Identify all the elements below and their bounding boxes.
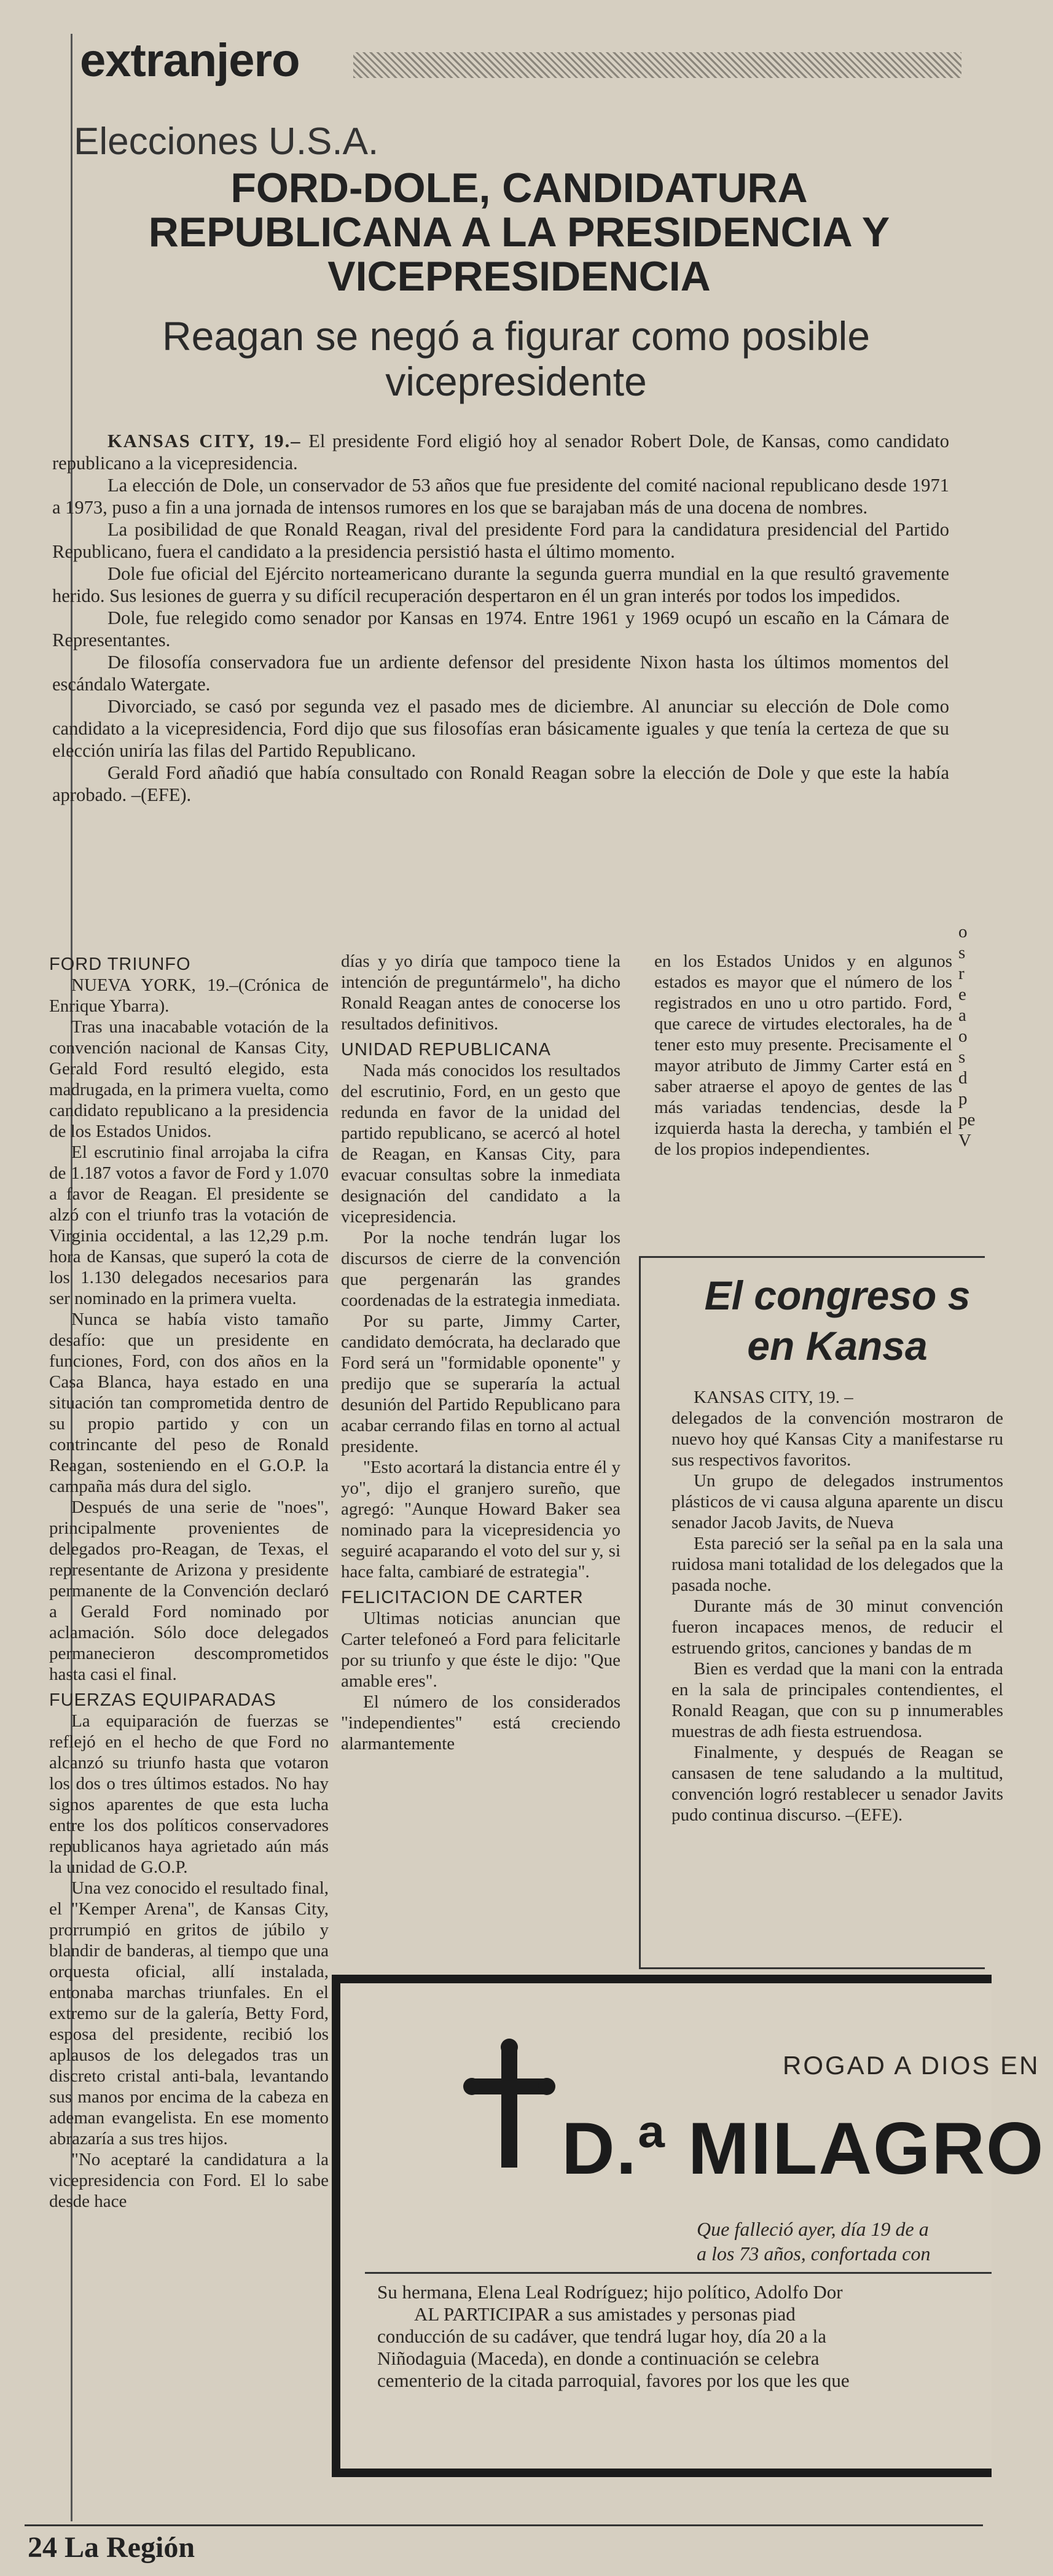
section-label: extranjero [80, 34, 300, 87]
kicker: Elecciones U.S.A. [74, 120, 379, 163]
sidebar-body [671, 1387, 1003, 1825]
paragraph: Por la noche tendrán lugar los discursos de cierre de la convención que pergenarán las grandes coordenadas de la estrategia inmediata. [341, 1228, 620, 1310]
paragraph: Un grupo de delegados instrumentos plásticos de vi causa alguna aparente un discu senador Jacob Javits, de Nueva [671, 1471, 1003, 1532]
headline: FORD-DOLE, CANDIDATURA REPUBLICANA A LA PRESIDENCIA Y VICEPRESIDENCIA [148, 165, 890, 300]
paragraph: Esta pareció ser la señal pa en la sala una ruidosa mani totalidad de los delegados que la pasada noche. [671, 1534, 1003, 1595]
lead-paragraph: KANSAS CITY, 19.– El presidente Ford eligió hoy al senador Robert Dole, de Kansas, como candidato republicano a la vicepresidencia. [52, 431, 949, 474]
footer-rule [25, 2524, 983, 2526]
lead-paragraph: La elección de Dole, un conservador de 53 años que fue presidente del comité nacional republicano desde 1971 a 1973, puso a fin a una jornada de intensos rumores en los que se barajaban más de una docena de nombres. [52, 475, 949, 518]
dateline: KANSAS CITY, 19. – [694, 1388, 853, 1407]
adjacent-column-fragment: o s r e a o s d p pe V [958, 922, 976, 1150]
cross-icon [463, 2039, 555, 2174]
lead-article [52, 430, 949, 806]
paragraph: La equiparación de fuerzas se reflejó en el hecho de que Ford no alcanzó su triunfo hasta que votaron los dos o tres últimos estados. No hay signos aparentes de que esta lucha entre los dos políticos conservadores republicanos haya agrietado aún más la unidad de G.O.P. [49, 1711, 329, 1877]
paragraph: El escrutinio final arrojaba la cifra de 1.187 votos a favor de Ford y 1.070 a favor de Reagan. El presidente se alzó con el triunfo tras la votación de Virginia occidental, a las 12,29 p.m. hora de Kansas, que superó la cota de los 1.130 delegados necesarios para ser nominado en la primera vuelta. [49, 1142, 329, 1308]
paragraph: Durante más de 30 minut convención fueron incapaces menos, de reducir el estruendo gritos, canciones y bandas de m [671, 1596, 1003, 1658]
paragraph: Nada más conocidos los resultados del escrutinio, Ford, en un gesto que redunda en favor de la unidad del partido republicano, se acercó al hotel de Reagan, en Kansas City, para evacuar consultas sobre la inmediata designación del candidato a la vicepresidencia. [341, 1061, 620, 1227]
paragraph: El número de los considerados "independientes" está creciendo alarmantemente [341, 1692, 620, 1754]
sidebar-headline: El congreso s en Kansa [704, 1273, 971, 1368]
paragraph: Tras una inacabable votación de la convención nacional de Kansas City, Gerald Ford resultó elegido, esta madrugada, en la primera vuelta, como candidato republicano a la presidencia de los Estados Unidos. [49, 1017, 329, 1141]
paragraph: Después de una serie de "noes", principalmente provenientes de delegados pro-Reagan, de Texas, el representante de Arizona y presidente permanente de la Convención declaró a Gerald Ford nominado por aclamación. Sólo doce delegados permanecieron descomprometidos hasta casi el final. [49, 1497, 329, 1684]
obituary-intro: ROGAD A DIOS EN [783, 2051, 1040, 2080]
paragraph: en los Estados Unidos y en algunos estados es mayor que el número de los registrados en uno u otro partido. Ford, que carece de virtudes electorales, ha de tener esto muy presente. Precisamente el mayor atributo de Jimmy Carter está en saber atraerse el apoyo de gentes de las más variadas tendencias, desde la izquierda hasta la derecha, y también el de los propios independientes. [654, 951, 952, 1159]
lead-paragraph: Dole, fue relegido como senador por Kansas en 1974. Entre 1961 y 1969 ocupó un escaño en la Cámara de Representantes. [52, 607, 949, 650]
column-1 [49, 949, 329, 2212]
subheading: UNIDAD REPUBLICANA [341, 1040, 551, 1060]
lead-paragraph: De filosofía conservadora fue un ardiente defensor del presidente Nixon hasta los últimos momentos del escándalo Watergate. [52, 652, 949, 695]
section-hatch-bar [353, 52, 961, 78]
paragraph: Por su parte, Jimmy Carter, candidato demócrata, ha declarado que Ford será un "formidable oponente" y predijo que se superaría la actual desunión del Partido Republicano para acabar cerrando filas en torno al actual presidente. [341, 1311, 620, 1456]
subheadline: Reagan se negó a figurar como posible vicepresidente [162, 313, 871, 404]
paragraph: "Esto acortará la distancia entre él y yo", dijo el granjero sureño, que agregó: "Aunque Howard Baker sea nominado para la vicepresidencia yo seguiré acaparando el voto del sur y, si hace falta, cambiaré de estrategia". [341, 1458, 620, 1582]
paragraph: delegados de la convención mostraron de nuevo hoy qué Kansas City a manifestarse ru sus respectivos favoritos. [671, 1408, 1003, 1470]
paragraph: Bien es verdad que la mani con la entrada en la sala de principales contendientes, el Ronald Reagan, que con su p innumerables muestras de adh fiesta estruendosa. [671, 1659, 1003, 1741]
paragraph: Ultimas noticias anuncian que Carter telefoneó a Ford para felicitarle por su triunfo y que éste le dijo: "Que amable eres". [341, 1609, 620, 1691]
subheading: FORD TRIUNFO [49, 954, 191, 974]
obituary-name: D.ª MILAGRO [562, 2107, 1045, 2190]
lead-paragraph: Dole fue oficial del Ejército norteamericano durante la segunda guerra mundial en la que resultó gravemente herido. Sus lesiones de guerra y su difícil recuperación despertaron en él un gran interés por todos los impedidos. [52, 563, 949, 606]
subheading: FELICITACION DE CARTER [341, 1588, 584, 1607]
obituary-death-note: Que falleció ayer, día 19 de a a los 73 años, confortada con [697, 2218, 931, 2265]
sidebar-article-box [639, 1256, 1003, 1969]
subheading: FUERZAS EQUIPARADAS [49, 1690, 276, 1710]
dateline: NUEVA YORK, 19.–(Crónica de Enrique Ybarra). [49, 975, 329, 1016]
obituary-notice [332, 1975, 1045, 2477]
page-footer: 24 La Región [28, 2531, 195, 2564]
obituary-divider [365, 2272, 992, 2274]
lead-paragraph: Divorciado, se casó por segunda vez el pasado mes de diciembre. Al anunciar su elección de Dole como candidato a la vicepresidencia, Ford dijo que sus filosofías eran básicamente iguales y que tenía la certeza de que su elección uniría las filas del Partido Republicano. [52, 696, 949, 761]
column-3 [654, 951, 952, 1160]
paragraph: Nunca se había visto tamaño desafío: que un presidente en funciones, Ford, con dos años en la Casa Blanca, haya estado en una situación tan comprometida dentro de su propio partido y con un contrincante del peso de Ronald Reagan, sosteniendo en el G.O.P. la campaña más dura del siglo. [49, 1309, 329, 1496]
paragraph: días y yo diría que tampoco tiene la intención de preguntármelo", ha dicho Ronald Reagan antes de conocerse los resultados definitivos. [341, 951, 620, 1034]
lead-paragraph: La posibilidad de que Ronald Reagan, rival del presidente Ford para la candidatura presidencial del Partido Republicano, fuera el candidato a la presidencia persistió hasta el último momento. [52, 519, 949, 562]
lead-paragraph: Gerald Ford añadió que había consultado con Ronald Reagan sobre la elección de Dole y que este la había aprobado. –(EFE). [52, 762, 949, 805]
column-2 [341, 951, 620, 1754]
obituary-text: Su hermana, Elena Leal Rodríguez; hijo político, Adolfo Dor AL PARTICIPAR a sus amistades y personas piad conducción de su cadáver, que tendrá lugar hoy, día 20 a la Niñodaguia (Maceda), en donde a continuación se celebra cementerio de la citada parroquial, favores por los que les que [377, 2281, 850, 2391]
dateline: KANSAS CITY, 19.– [108, 431, 302, 451]
paragraph: Finalmente, y después de Reagan se cansasen de tene saludando a la multitud, convención logró restablecer u senador Javits pudo continua discurso. –(EFE). [671, 1743, 1003, 1825]
paragraph: "No aceptaré la candidatura a la vicepresidencia con Ford. El lo sabe desde hace [49, 2150, 329, 2211]
paragraph: Una vez conocido el resultado final, el "Kemper Arena", de Kansas City, prorrumpió en gritos de júbilo y blandir de banderas, al tiempo que una orquesta oficial, allí instalada, entonaba marchas triunfales. En el extremo sur de la galería, Betty Ford, esposa del presidente, recibió los aplausos de los delegados tras un discreto cristal anti-bala, levantando sus manos por encima de la cabeza en ademan evangelista. En ese momento abrazaría a sus tres hijos. [49, 1878, 329, 2149]
